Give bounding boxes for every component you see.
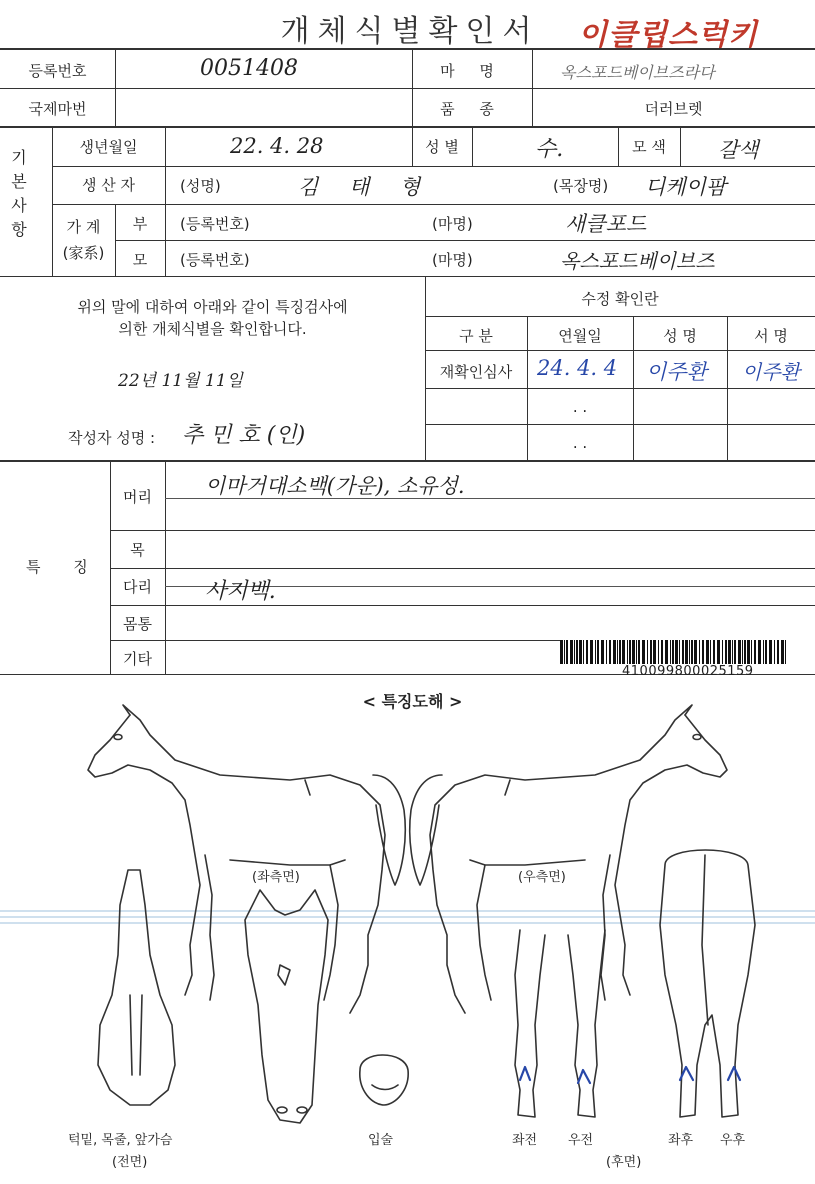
revision-row1-sign: 이주환 <box>742 360 800 384</box>
sex-label: 성 별 <box>425 138 459 156</box>
left-hind-label: 좌후 <box>668 1133 694 1148</box>
intl-name-label: 국제마번 <box>28 100 87 118</box>
left-side-horse-outline <box>88 705 405 1013</box>
muzzle-outline <box>360 1055 408 1105</box>
breed-label: 품 종 <box>440 100 504 118</box>
barcode-image <box>560 640 790 666</box>
dam-value: 옥스포드베이브즈 <box>560 249 715 273</box>
sire-name-field: (마명) <box>432 215 473 233</box>
dam-label: 모 <box>132 251 148 269</box>
feature-leg-label: 다리 <box>123 578 152 596</box>
color-value: 갈색 <box>718 138 759 162</box>
feature-neck-label: 목 <box>130 541 145 559</box>
left-fore-label: 좌전 <box>512 1133 538 1148</box>
right-side-horse-outline <box>410 705 727 1013</box>
confirm-text-line2: 의한 개체식별을 확인합니다. <box>118 320 307 338</box>
hind-view-outline <box>660 850 755 1117</box>
pedigree-label: 가 계 <box>66 218 101 236</box>
revision-row1-name: 이주환 <box>646 360 707 384</box>
reg-no-value: 0051408 <box>200 56 298 81</box>
revision-row1-date: 24. 4. 4 <box>537 356 618 380</box>
feature-other-label: 기타 <box>123 650 152 668</box>
features-section-label: 특 징 <box>26 558 102 576</box>
sire-label: 부 <box>132 215 148 233</box>
sex-value: 수. <box>535 137 564 162</box>
sire-value: 새클포드 <box>565 212 647 236</box>
confirm-date: 22년 11월 11일 <box>118 371 243 391</box>
birth-label: 생년월일 <box>79 138 138 156</box>
horse-diagram <box>0 695 815 1165</box>
diagram-title: < 특징도해 > <box>362 692 463 711</box>
revision-col-sign: 서 명 <box>754 327 788 345</box>
confirm-text-line1: 위의 말에 대하여 아래와 같이 특징검사에 <box>77 298 348 316</box>
revision-title: 수정 확인란 <box>581 290 659 308</box>
front-view-outline <box>98 870 175 1105</box>
breeder-label: 생 산 자 <box>81 176 135 194</box>
left-side-caption: (좌측면) <box>252 870 300 885</box>
head-front-outline <box>245 890 328 1123</box>
reg-no-label: 등록번호 <box>28 62 87 80</box>
horse-name-label: 마 명 <box>440 62 504 80</box>
farm-value: 디케이팜 <box>645 175 727 199</box>
feature-leg-value: 사지백. <box>205 579 276 604</box>
front-label: 턱밑, 목줄, 앞가슴 <box>68 1133 173 1148</box>
revision-row1-type: 재확인심사 <box>439 363 513 381</box>
right-fore-label: 우전 <box>568 1133 594 1148</box>
front-legs-outline <box>515 930 605 1117</box>
farm-field: (목장명) <box>553 177 609 195</box>
horse-name-stamp: 이클립스럭키 <box>578 18 758 53</box>
revision-col-type: 구 분 <box>459 327 493 345</box>
dam-reg-field: (등록번호) <box>180 251 250 269</box>
breed-value: 더러브렛 <box>644 100 703 118</box>
basic-section-label: 기본사항 <box>11 148 27 239</box>
muzzle-label: 입술 <box>368 1133 394 1148</box>
breeder-name-field: (성명) <box>180 177 221 195</box>
feature-head-label: 머리 <box>123 488 152 506</box>
horse-name-value: 옥스포드베이브즈라다 <box>560 63 715 82</box>
color-label: 모 색 <box>632 138 666 156</box>
revision-row3-date: . . <box>572 434 588 452</box>
writer-label: 작성자 성명 : <box>68 429 156 447</box>
feature-head-value: 이마거대소백(가운), 소유성. <box>205 474 465 498</box>
barcode-number: 410099800025159 <box>622 664 754 679</box>
birth-value: 22. 4. 28 <box>230 134 324 158</box>
dam-name-field: (마명) <box>432 251 473 269</box>
breeder-value: 김 태 형 <box>298 175 433 199</box>
right-side-caption: (우측면) <box>518 870 566 885</box>
pedigree-hanja: (家系) <box>62 244 105 262</box>
revision-row2-date: . . <box>572 398 588 416</box>
revision-col-date: 연월일 <box>558 327 602 345</box>
revision-col-name: 성 명 <box>663 327 697 345</box>
feature-body-label: 몸통 <box>123 615 152 633</box>
sire-reg-field: (등록번호) <box>180 215 250 233</box>
document-title: 개체식별확인서 <box>280 14 540 49</box>
front-caption: (전면) <box>112 1155 148 1170</box>
rear-caption: (후면) <box>606 1155 642 1170</box>
writer-signature: 추 민 호 (인) <box>182 423 306 448</box>
right-hind-label: 우후 <box>720 1133 746 1148</box>
